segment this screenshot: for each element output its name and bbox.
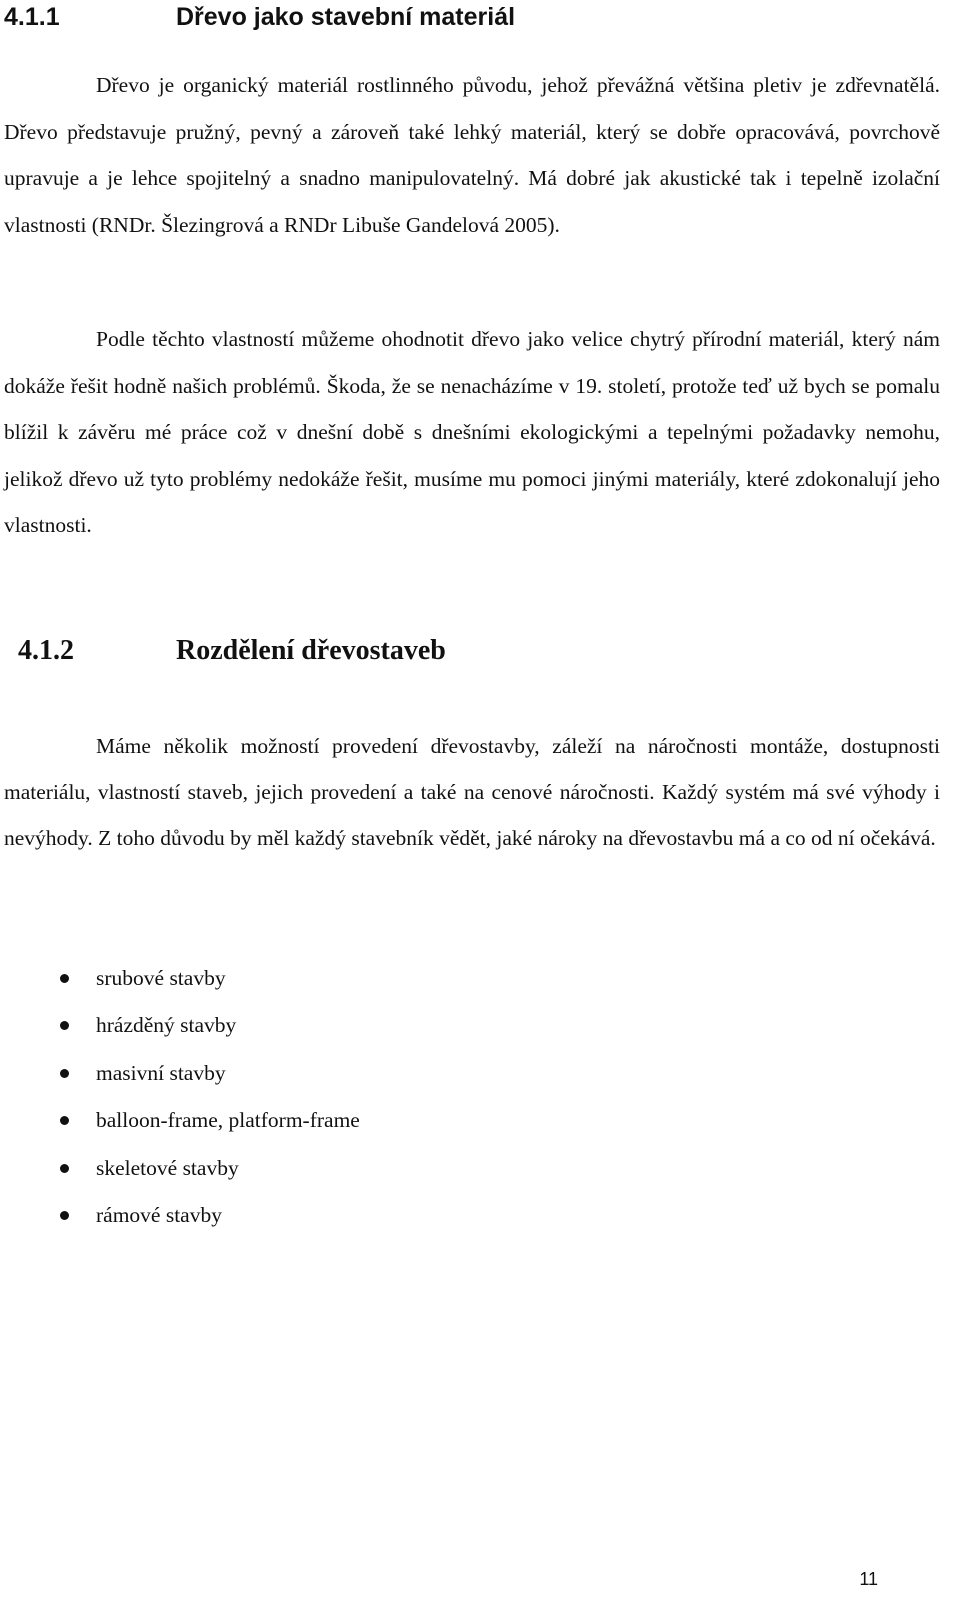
paragraph-wood-properties: Podle těchto vlastností můžeme ohodnotit dřevo jako velice chytrý přírodní materiál, který nám dokáže řešit hodně našich problémů. Škoda, že se nenacházíme v 19. století, protože teď už bych se pomalu blížil k závěru mé práce což v dnešní době s dnešními ekologickými a tepelnými požadavky nemohu, jelikož dřevo už tyto problémy nedokáže řešit, musíme mu pomoci jinými materiály, které zdokonalují jeho vlastnosti.: [4, 327, 940, 537]
page-number: 11: [859, 1569, 878, 1589]
paragraph-wooden-building-types: Máme několik možností provedení dřevostavby, záleží na náročnosti montáže, dostupnosti materiálu, vlastností staveb, jejich provedení a také na cenové náročnosti. Každý systém má své výhody i nevýhody. Z toho důvodu by měl každý stavebník vědět, jaké nároky na dřevostavbu má a co od ní očekává.: [4, 734, 940, 850]
bullet-icon: [60, 1116, 69, 1125]
building-types-list: [0, 955, 960, 1239]
list-item: [0, 1097, 960, 1144]
list-item: [0, 1192, 960, 1239]
list-item-text: skeletové stavby: [96, 1155, 239, 1180]
list-item-text: masivní stavby: [96, 1060, 226, 1085]
bullet-icon: [60, 1211, 69, 1220]
paragraph-wood-definition: Dřevo je organický materiál rostlinného původu, jehož převážná většina pletiv je zdřevnatělá. Dřevo představuje pružný, pevný a zároveň také lehký materiál, který se dobře opracovává, povrchově upravuje a je lehce spojitelný a snadno manipulovatelný. Má dobré jak akustické tak i tepelně izolační vlastnosti (RNDr. Šlezingrová a RNDr Libuše Gandelová 2005).: [4, 73, 940, 237]
list-item: [0, 955, 960, 1002]
section-heading-4-1-1: [0, 0, 960, 34]
bullet-icon: [60, 974, 69, 983]
section-number: 4.1.2: [18, 635, 74, 666]
bullet-icon: [60, 1164, 69, 1173]
list-item-text: hrázděný stavby: [96, 1013, 237, 1038]
bullet-icon: [60, 1021, 69, 1030]
list-item-text: rámové stavby: [96, 1202, 222, 1227]
list-item-text: balloon-frame, platform-frame: [96, 1108, 360, 1133]
section-heading-4-1-2: [0, 630, 960, 672]
section-title: Rozdělení dřevostaveb: [176, 635, 446, 666]
bullet-icon: [60, 1069, 69, 1078]
list-item: [0, 1050, 960, 1097]
section-title: Dřevo jako stavební materiál: [176, 3, 516, 31]
list-item: [0, 1145, 960, 1192]
list-item-text: srubové stavby: [96, 966, 226, 990]
section-number: 4.1.1: [4, 3, 60, 31]
list-item: [0, 1002, 960, 1049]
